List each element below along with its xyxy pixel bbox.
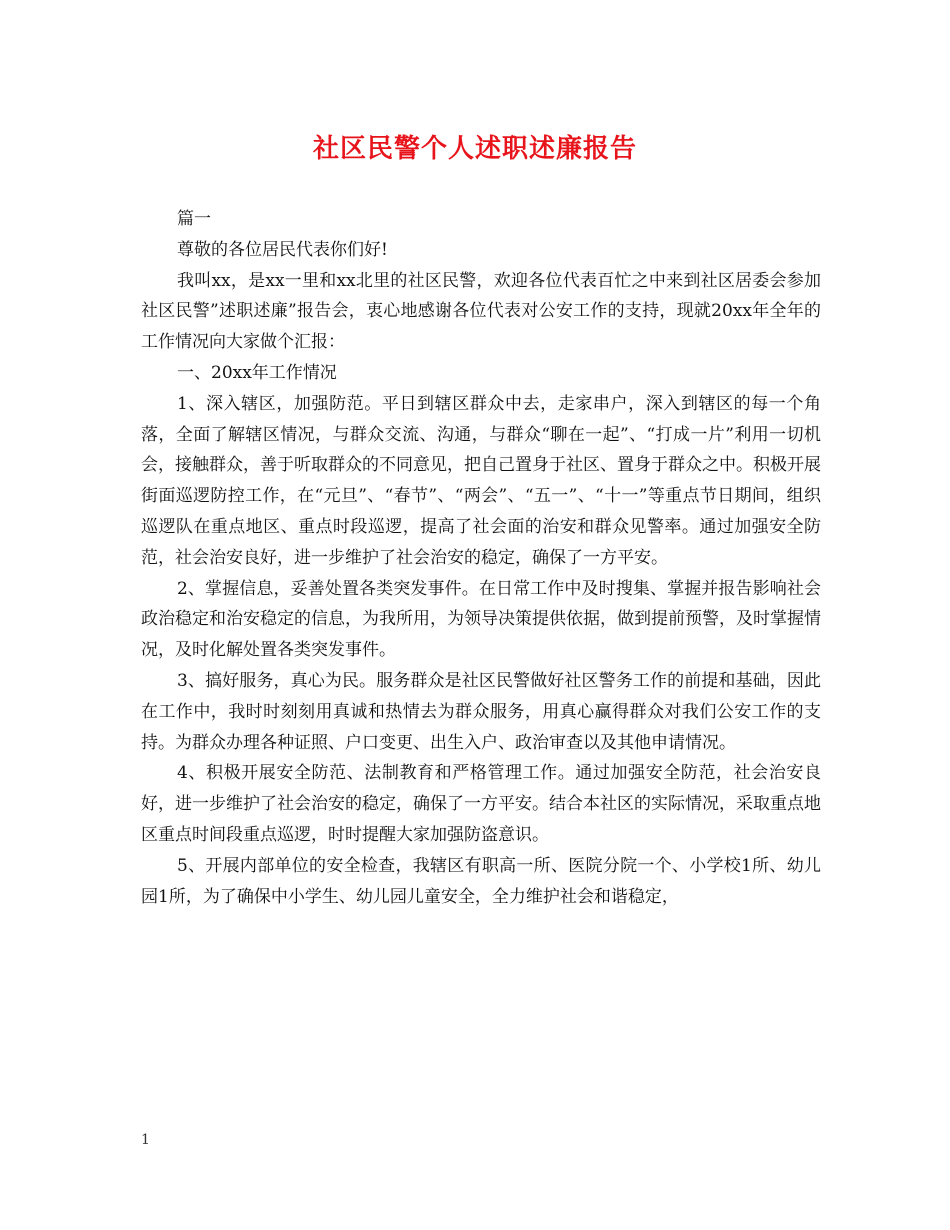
paragraph: 3、搞好服务，真心为民。服务群众是社区民警做好社区警务工作的前提和基础，因此在工作中，我时时刻刻用真诚和热情去为群众服务，用真心赢得群众对我们公安工作的支持。为群众办理各种证照、户口变更、出生入户、政治审查以及其他申请情况。 — [141, 670, 821, 753]
document-body — [141, 204, 821, 912]
paragraph: 2、掌握信息，妥善处置各类突发事件。在日常工作中及时搜集、掌握并报告影响社会政治稳定和治安稳定的信息，为我所用，为领导决策提供依据，做到提前预警，及时掌握情况，及时化解处置各类突发事件。 — [141, 578, 821, 661]
page-number: 1 — [141, 1132, 150, 1148]
paragraph: 4、积极开展安全防范、法制教育和严格管理工作。通过加强安全防范，社会治安良好，进一步维护了社会治安的稳定，确保了一方平安。结合本社区的实际情况，采取重点地区重点时间段重点巡逻，时时提醒大家加强防盗意识。 — [141, 763, 821, 845]
paragraph: 5、开展内部单位的安全检查，我辖区有职高一所、医院分院一个、小学校1所、幼儿园1所，为了确保中小学生、幼儿园儿童安全，全力维护社会和谐稳定， — [141, 855, 821, 907]
paragraph: 一、20xx年工作情况 — [177, 362, 337, 383]
paragraph: 我叫xx，是xx一里和xx北里的社区民警，欢迎各位代表百忙之中来到社区居委会参加社区民警”述职述廉”报告会，衷心地感谢各位代表对公安工作的支持，现就20xx年全年的工作情况向大家做个汇报： — [141, 270, 821, 353]
paragraph: 篇一 — [177, 209, 211, 229]
paragraph: 尊敬的各位居民代表你们好! — [177, 239, 388, 260]
document-title: 社区民警个人述职述廉报告 — [312, 134, 637, 164]
paragraph: 1、深入辖区，加强防范。平日到辖区群众中去，走家串户，深入到辖区的每一个角落，全面了解辖区情况，与群众交流、沟通，与群众“聊在一起”、“打成一片”利用一切机会，接触群众，善于听取群众的不同意见，把自己置身于社区、置身于群众之中。积极开展街面巡逻防控工作，在“元旦”、“春节”、“两会”、“五一”、“十一”等重点节日期间，组织巡逻队在重点地区、重点时段巡逻，提高了社会面的治安和群众见警率。通过加强安全防范，社会治安良好，进一步维护了社会治安的稳定，确保了一方平安。 — [141, 393, 821, 568]
